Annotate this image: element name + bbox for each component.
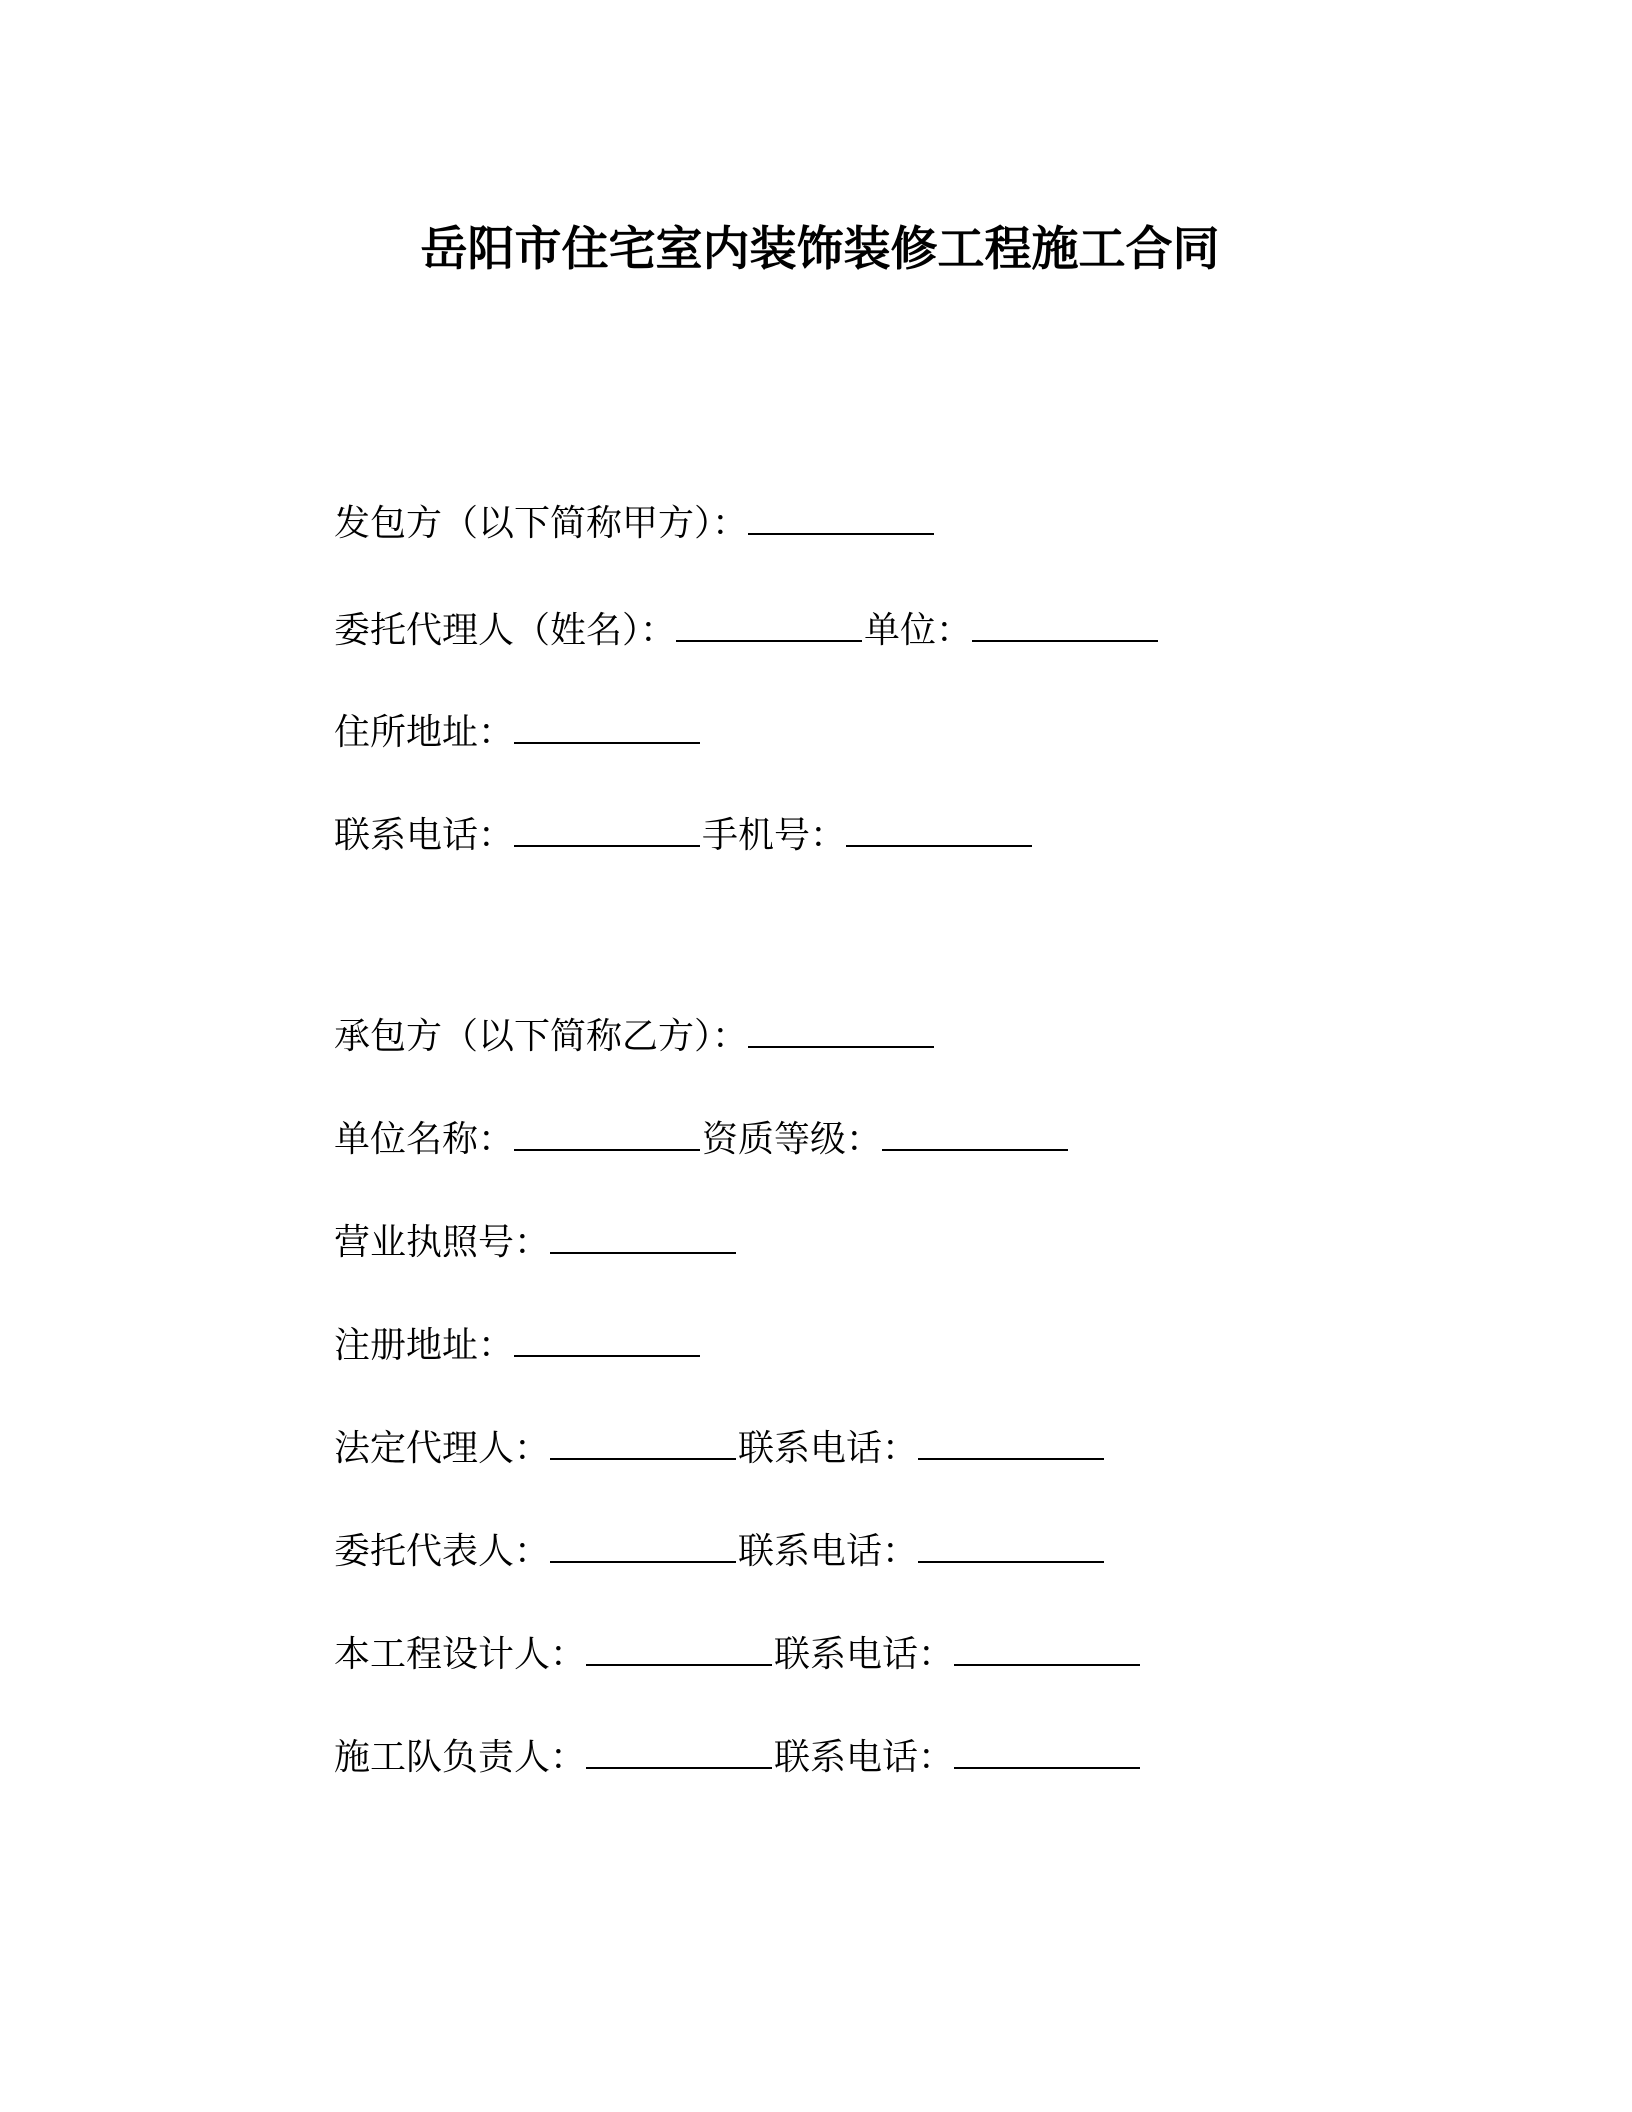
designer-blank[interactable]	[586, 1624, 772, 1666]
delegate-phone-label: 联系电话：	[738, 1531, 919, 1572]
legal-rep-label: 法定代理人：	[334, 1428, 551, 1469]
legal-rep-phone-label: 联系电话：	[738, 1428, 919, 1469]
agent-unit-blank[interactable]	[972, 600, 1158, 642]
agent-unit-label: 单位：	[864, 610, 973, 651]
team-lead-blank[interactable]	[586, 1727, 772, 1769]
team-lead-phone-label: 联系电话：	[774, 1737, 955, 1778]
reg-address-label: 注册地址：	[334, 1325, 515, 1366]
unit-line	[334, 1109, 1070, 1159]
qualification-blank[interactable]	[882, 1109, 1068, 1151]
legal-rep-phone-blank[interactable]	[918, 1418, 1104, 1460]
team-lead-line	[334, 1727, 1142, 1777]
delegate-label: 委托代表人：	[334, 1531, 551, 1572]
mobile-label: 手机号：	[702, 815, 847, 856]
client-label: 发包方（以下简称甲方）：	[334, 503, 749, 544]
address-blank[interactable]	[514, 702, 700, 744]
agent-line	[334, 600, 1160, 650]
license-blank[interactable]	[550, 1212, 736, 1254]
agent-name-label: 委托代理人（姓名）：	[334, 610, 677, 651]
delegate-blank[interactable]	[550, 1521, 736, 1563]
address-line	[334, 702, 702, 752]
client-blank[interactable]	[748, 493, 934, 535]
delegate-phone-blank[interactable]	[918, 1521, 1104, 1563]
team-lead-phone-blank[interactable]	[954, 1727, 1140, 1769]
reg-address-blank[interactable]	[514, 1315, 700, 1357]
mobile-blank[interactable]	[846, 805, 1032, 847]
license-line	[334, 1212, 738, 1262]
phone-line	[334, 805, 1034, 855]
phone-label: 联系电话：	[334, 815, 515, 856]
license-label: 营业执照号：	[334, 1222, 551, 1263]
contractor-line	[334, 1006, 936, 1056]
legal-rep-blank[interactable]	[550, 1418, 736, 1460]
page-title: 岳阳市住宅室内装饰装修工程施工合同	[420, 222, 1220, 277]
contractor-blank[interactable]	[748, 1006, 934, 1048]
phone-blank[interactable]	[514, 805, 700, 847]
client-line	[334, 493, 936, 543]
address-label: 住所地址：	[334, 712, 515, 753]
team-lead-label: 施工队负责人：	[334, 1737, 587, 1778]
agent-name-blank[interactable]	[676, 600, 862, 642]
unit-name-label: 单位名称：	[334, 1119, 515, 1160]
designer-label: 本工程设计人：	[334, 1634, 587, 1675]
contractor-label: 承包方（以下简称乙方）：	[334, 1016, 749, 1057]
designer-phone-label: 联系电话：	[774, 1634, 955, 1675]
legal-rep-line	[334, 1418, 1106, 1468]
delegate-line	[334, 1521, 1106, 1571]
designer-line	[334, 1624, 1142, 1674]
qualification-label: 资质等级：	[702, 1119, 883, 1160]
unit-name-blank[interactable]	[514, 1109, 700, 1151]
reg-address-line	[334, 1315, 702, 1365]
designer-phone-blank[interactable]	[954, 1624, 1140, 1666]
